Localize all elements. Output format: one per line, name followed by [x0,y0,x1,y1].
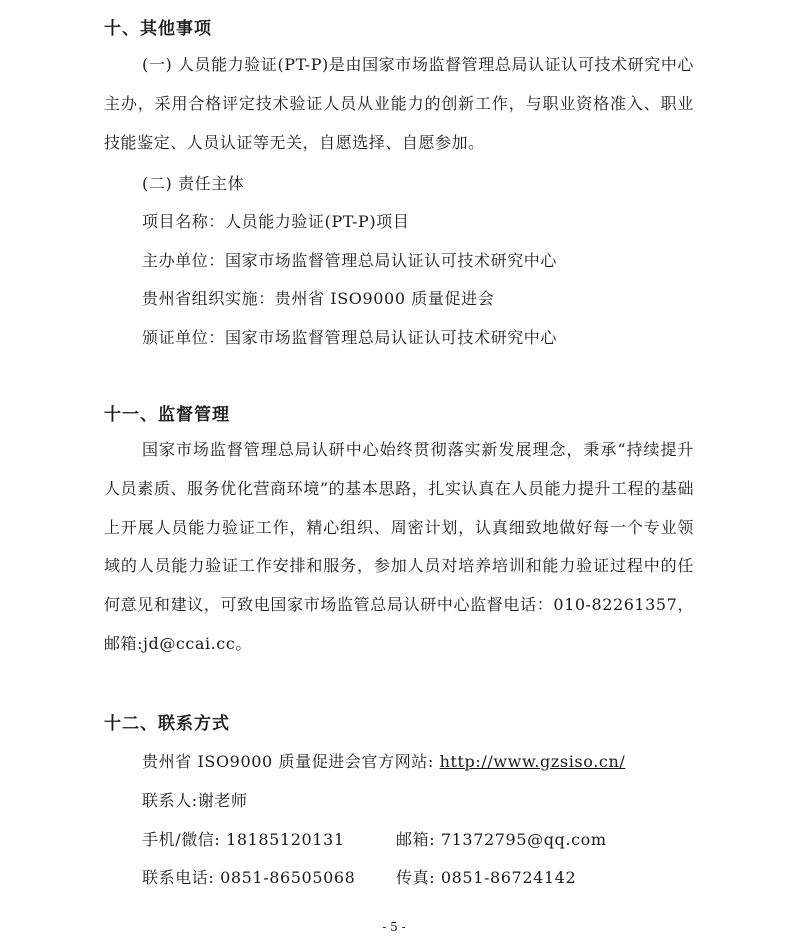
page-number: - 5 - [382,920,406,934]
website-label: 贵州省 ISO9000 质量促进会官方网站: [142,752,440,771]
website-line [142,749,625,772]
website-link[interactable]: http://www.gzsiso.cn/ [439,752,626,771]
certificate-issuer: 颁证单位：国家市场监督管理总局认证认可技术研究中心 [142,328,558,347]
implementing-organization: 贵州省组织实施：贵州省 ISO9000 质量促进会 [142,289,495,308]
paragraph-supervision: 国家市场监督管理总局认研中心始终贯彻落实新发展理念，秉承“持续提升人员素质、服务优化营商环境”的基本思路，扎实认真在人员能力提升工程的基础上开展人员能力验证工作，精心组织、周密计划，认真细致地做好每一个专业领域的人员能力验证工作安排和服务，参加人员对培养培训和能力验证过程中的任何意见和建议，可致电国家市场监管总局认研中心监督电话：010-82261357，邮箱:jd@ccai.cc。 [104,440,694,653]
project-name: 项目名称：人员能力验证(PT-P)项目 [142,212,410,231]
host-organization: 主办单位：国家市场监督管理总局认证认可技术研究中心 [142,251,558,270]
contact-phone: 联系电话: 0851-86505068 [142,868,356,887]
section-heading-supervision: 十一、监督管理 [104,405,230,425]
section-heading-contact: 十二、联系方式 [104,714,230,734]
subheading-responsible-party: (二) 责任主体 [142,174,245,193]
contact-person: 联系人:谢老师 [142,791,248,810]
mobile-wechat: 手机/微信: 18185120131 [142,830,345,849]
fax-number: 传真: 0851-86724142 [396,868,577,887]
email-address: 邮箱: 71372795@qq.com [396,830,607,849]
section-heading-other-matters: 十、其他事项 [104,19,212,39]
paragraph-pt-p-intro: (一) 人员能力验证(PT-P)是由国家市场监督管理总局认证认可技术研究中心主办，采用合格评定技术验证人员从业能力的创新工作，与职业资格准入、职业技能鉴定、人员认证等无关，自愿选择、自愿参加。 [104,55,694,152]
